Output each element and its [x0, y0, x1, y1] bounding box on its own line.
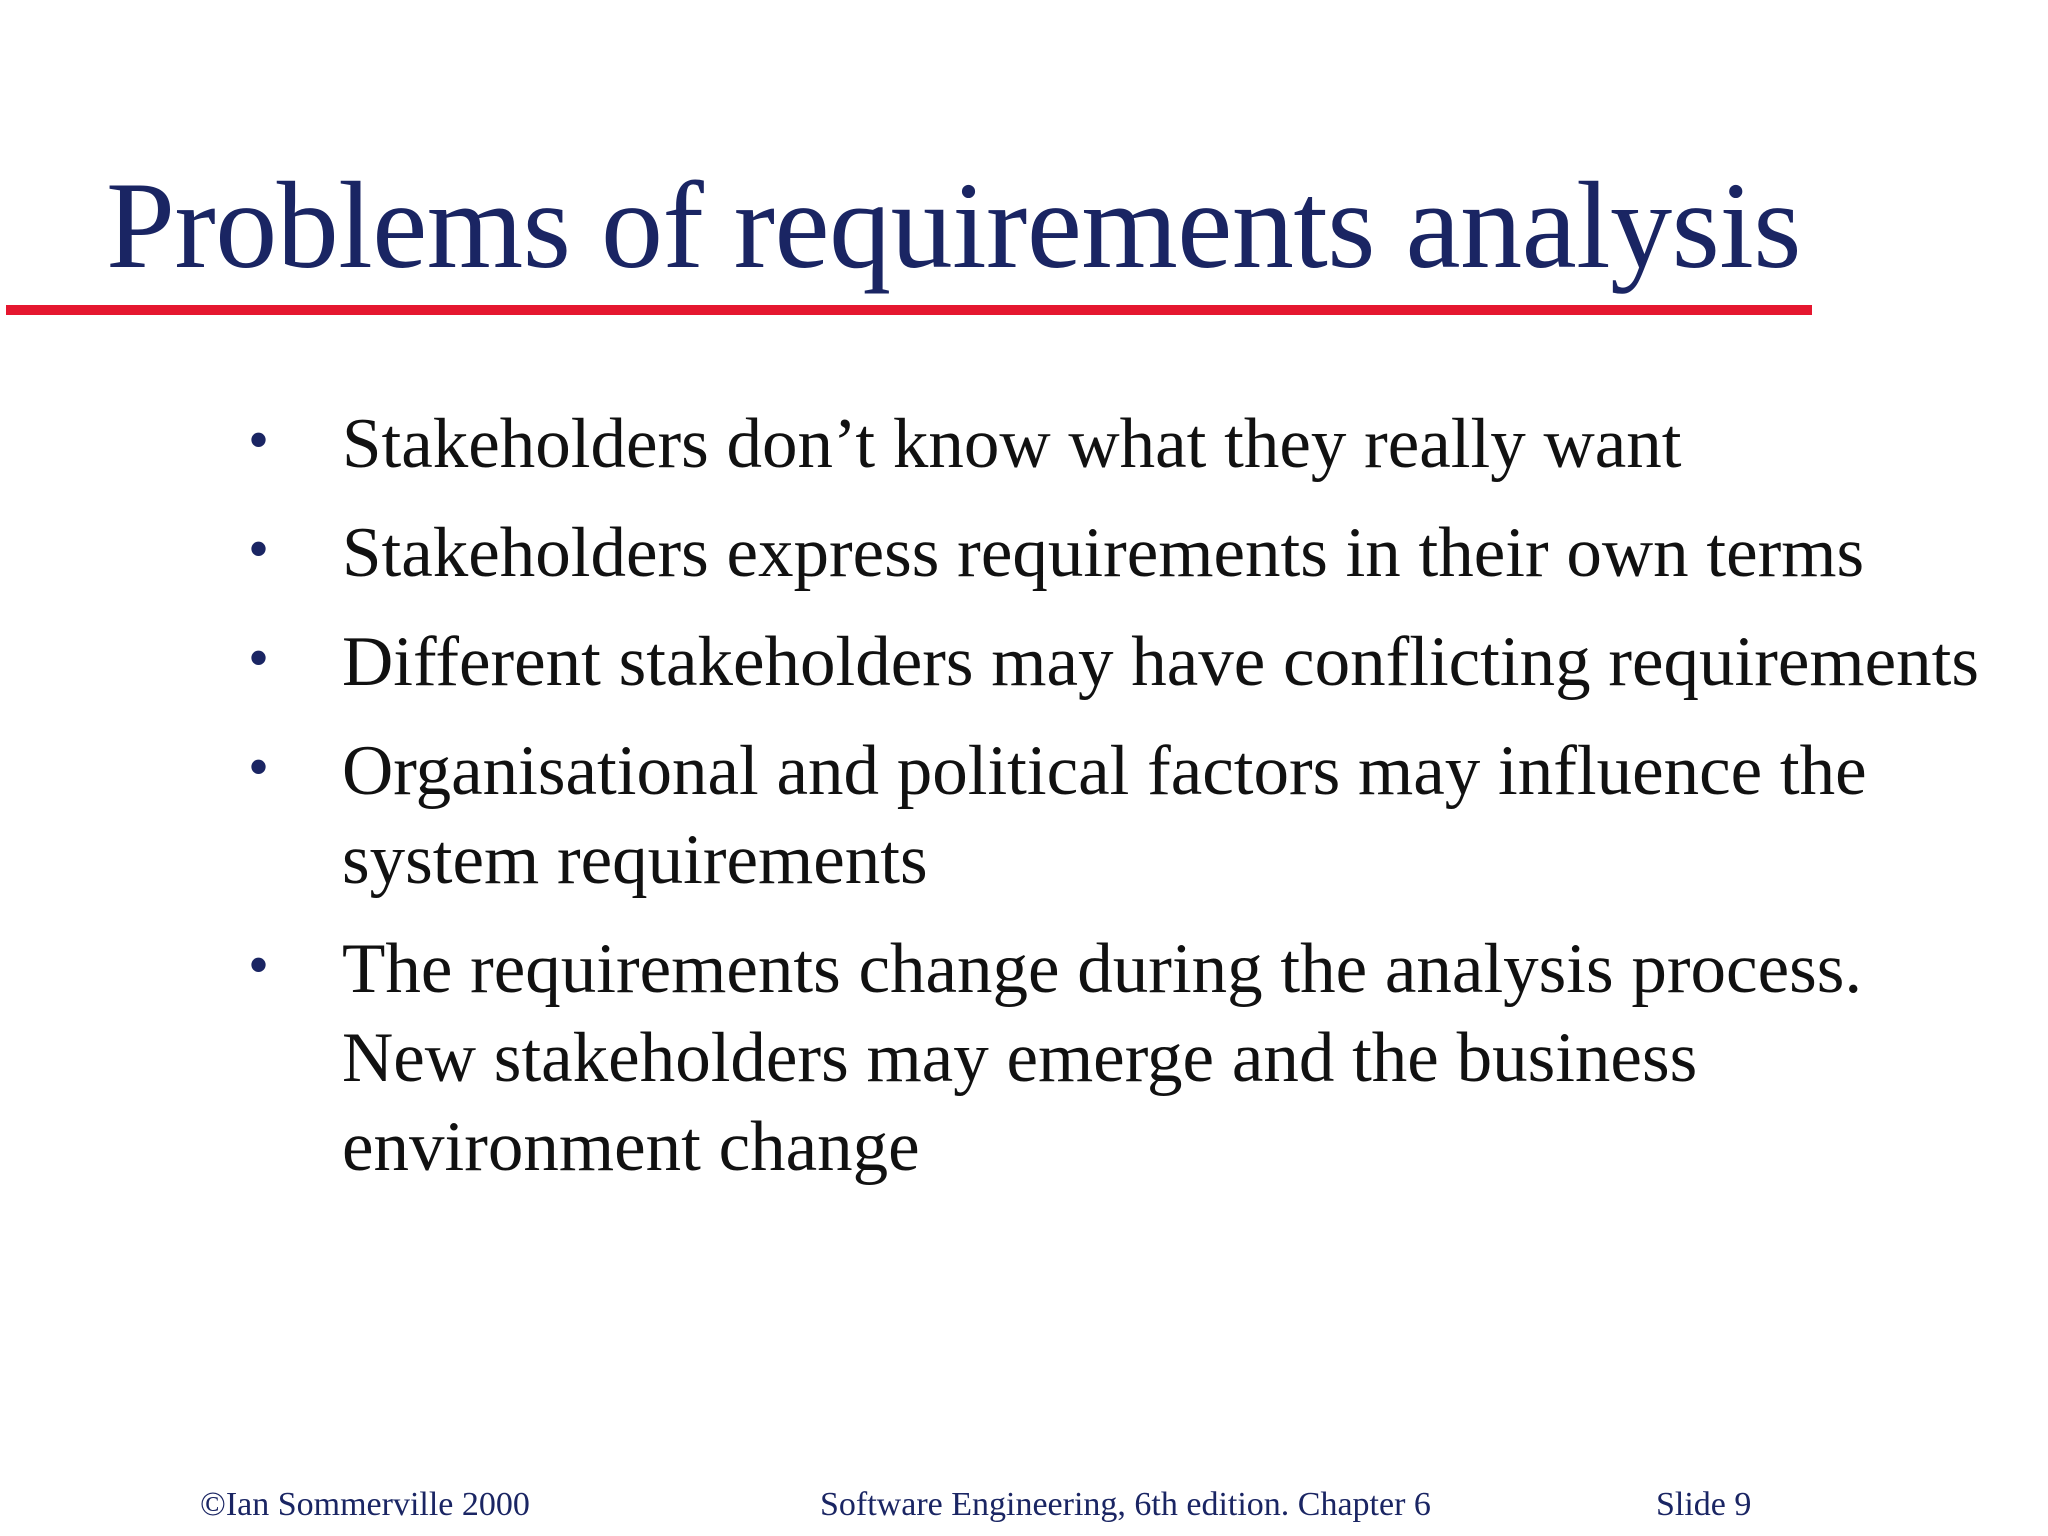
bullet-text: Stakeholders express requirements in their own terms [342, 514, 1865, 592]
bullet-text: Stakeholders don’t know what they really want [342, 405, 1682, 483]
bullet-text: The requirements change during the analysis process. New stakeholders may emerge and the business environment change [342, 930, 1863, 1186]
bullet-text: Organisational and political factors may influence the system requirements [342, 732, 1867, 899]
bullet-item [236, 618, 1996, 707]
footer-book-title: Software Engineering, 6th edition. Chapter 6 [820, 1486, 1431, 1523]
title-underline-rule [6, 305, 1812, 315]
bullet-item [236, 925, 1996, 1192]
bullet-item [236, 400, 1996, 489]
footer-slide-number: Slide 9 [1656, 1486, 1752, 1523]
footer-copyright: ©Ian Sommerville 2000 [200, 1486, 530, 1523]
bullet-dot-icon: • [248, 734, 270, 800]
bullet-dot-icon: • [248, 932, 270, 998]
bullet-dot-icon: • [248, 625, 270, 691]
bullet-item [236, 727, 1996, 905]
bullet-dot-icon: • [248, 407, 270, 473]
bullet-list [236, 400, 1996, 1212]
bullet-text: Different stakeholders may have conflicting requirements [342, 623, 1980, 701]
slide-title: Problems of requirements analysis [106, 157, 1802, 294]
bullet-item [236, 509, 1996, 598]
bullet-dot-icon: • [248, 516, 270, 582]
